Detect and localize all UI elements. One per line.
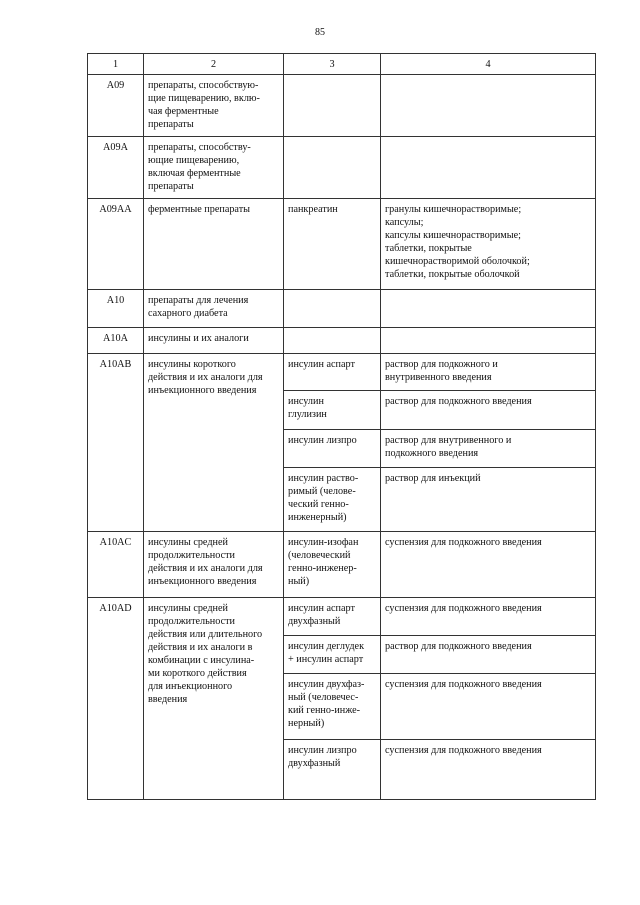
dosage-form	[381, 290, 596, 328]
dosage-form	[381, 328, 596, 354]
atc-code: A10AB	[88, 354, 144, 532]
drug-name	[284, 75, 381, 137]
group-name: инсулины средней продолжительности действия и их аналоги для инъекционного введения	[144, 532, 284, 598]
table-row	[88, 137, 596, 199]
dosage-form	[381, 75, 596, 137]
atc-code: A09	[88, 75, 144, 137]
atc-code: A09A	[88, 137, 144, 199]
dosage-form: раствор для внутривенного и подкожного введения	[381, 430, 596, 468]
group-name: препараты, способствую- щие пищеварению, вклю- чая ферментные препараты	[144, 75, 284, 137]
dosage-form: суспензия для подкожного введения	[381, 598, 596, 636]
group-name: препараты, способству- ющие пищеварению, включая ферментные препараты	[144, 137, 284, 199]
drug-name	[284, 290, 381, 328]
atc-code: A10	[88, 290, 144, 328]
drug-name: инсулин двухфаз- ный (человечес- кий генно-инже- нерный)	[284, 674, 381, 740]
drug-name: панкреатин	[284, 199, 381, 290]
drug-name: инсулин лизпро двухфазный	[284, 740, 381, 800]
column-header-1: 1	[88, 54, 144, 75]
atc-code: A10A	[88, 328, 144, 354]
group-name: препараты для лечения сахарного диабета	[144, 290, 284, 328]
group-name: инсулины и их аналоги	[144, 328, 284, 354]
table-row	[88, 328, 596, 354]
atc-code: A10AD	[88, 598, 144, 800]
dosage-form: суспензия для подкожного введения	[381, 532, 596, 598]
table-row	[88, 532, 596, 598]
dosage-form: гранулы кишечнорастворимые; капсулы; капсулы кишечнорастворимые; таблетки, покрытые кишечнорастворимой оболочкой; таблетки, покрытые оболочкой	[381, 199, 596, 290]
drug-name	[284, 137, 381, 199]
dosage-form: раствор для подкожного и внутривенного введения	[381, 354, 596, 391]
dosage-form: раствор для подкожного введения	[381, 391, 596, 430]
atc-code: A10AC	[88, 532, 144, 598]
dosage-form: суспензия для подкожного введения	[381, 740, 596, 800]
table-header-row	[88, 54, 596, 75]
column-header-2: 2	[144, 54, 284, 75]
group-name: инсулины средней продолжительности действия или длительного действия и их аналоги в комбинации с инсулина- ми короткого действия для инъекционного введения	[144, 598, 284, 800]
dosage-form: раствор для подкожного введения	[381, 636, 596, 674]
dosage-form: суспензия для подкожного введения	[381, 674, 596, 740]
dosage-form: раствор для инъекций	[381, 468, 596, 532]
column-header-3: 3	[284, 54, 381, 75]
table-row	[88, 290, 596, 328]
drug-name: инсулин лизпро	[284, 430, 381, 468]
drug-name: инсулин глулизин	[284, 391, 381, 430]
table-row	[88, 199, 596, 290]
page-number: 85	[315, 27, 325, 38]
group-name: инсулины короткого действия и их аналоги для инъекционного введения	[144, 354, 284, 532]
drug-name: инсулин-изофан (человеческий генно-инженер- ный)	[284, 532, 381, 598]
column-header-4: 4	[381, 54, 596, 75]
table-row	[88, 75, 596, 137]
drug-name: инсулин аспарт двухфазный	[284, 598, 381, 636]
drug-name	[284, 328, 381, 354]
dosage-form	[381, 137, 596, 199]
drug-table	[87, 53, 596, 800]
atc-code: A09AA	[88, 199, 144, 290]
drug-name: инсулин аспарт	[284, 354, 381, 391]
group-name: ферментные препараты	[144, 199, 284, 290]
drug-name: инсулин раство- римый (челове- ческий генно- инженерный)	[284, 468, 381, 532]
drug-name: инсулин деглудек + инсулин аспарт	[284, 636, 381, 674]
table-row	[88, 354, 596, 391]
table-row	[88, 598, 596, 636]
